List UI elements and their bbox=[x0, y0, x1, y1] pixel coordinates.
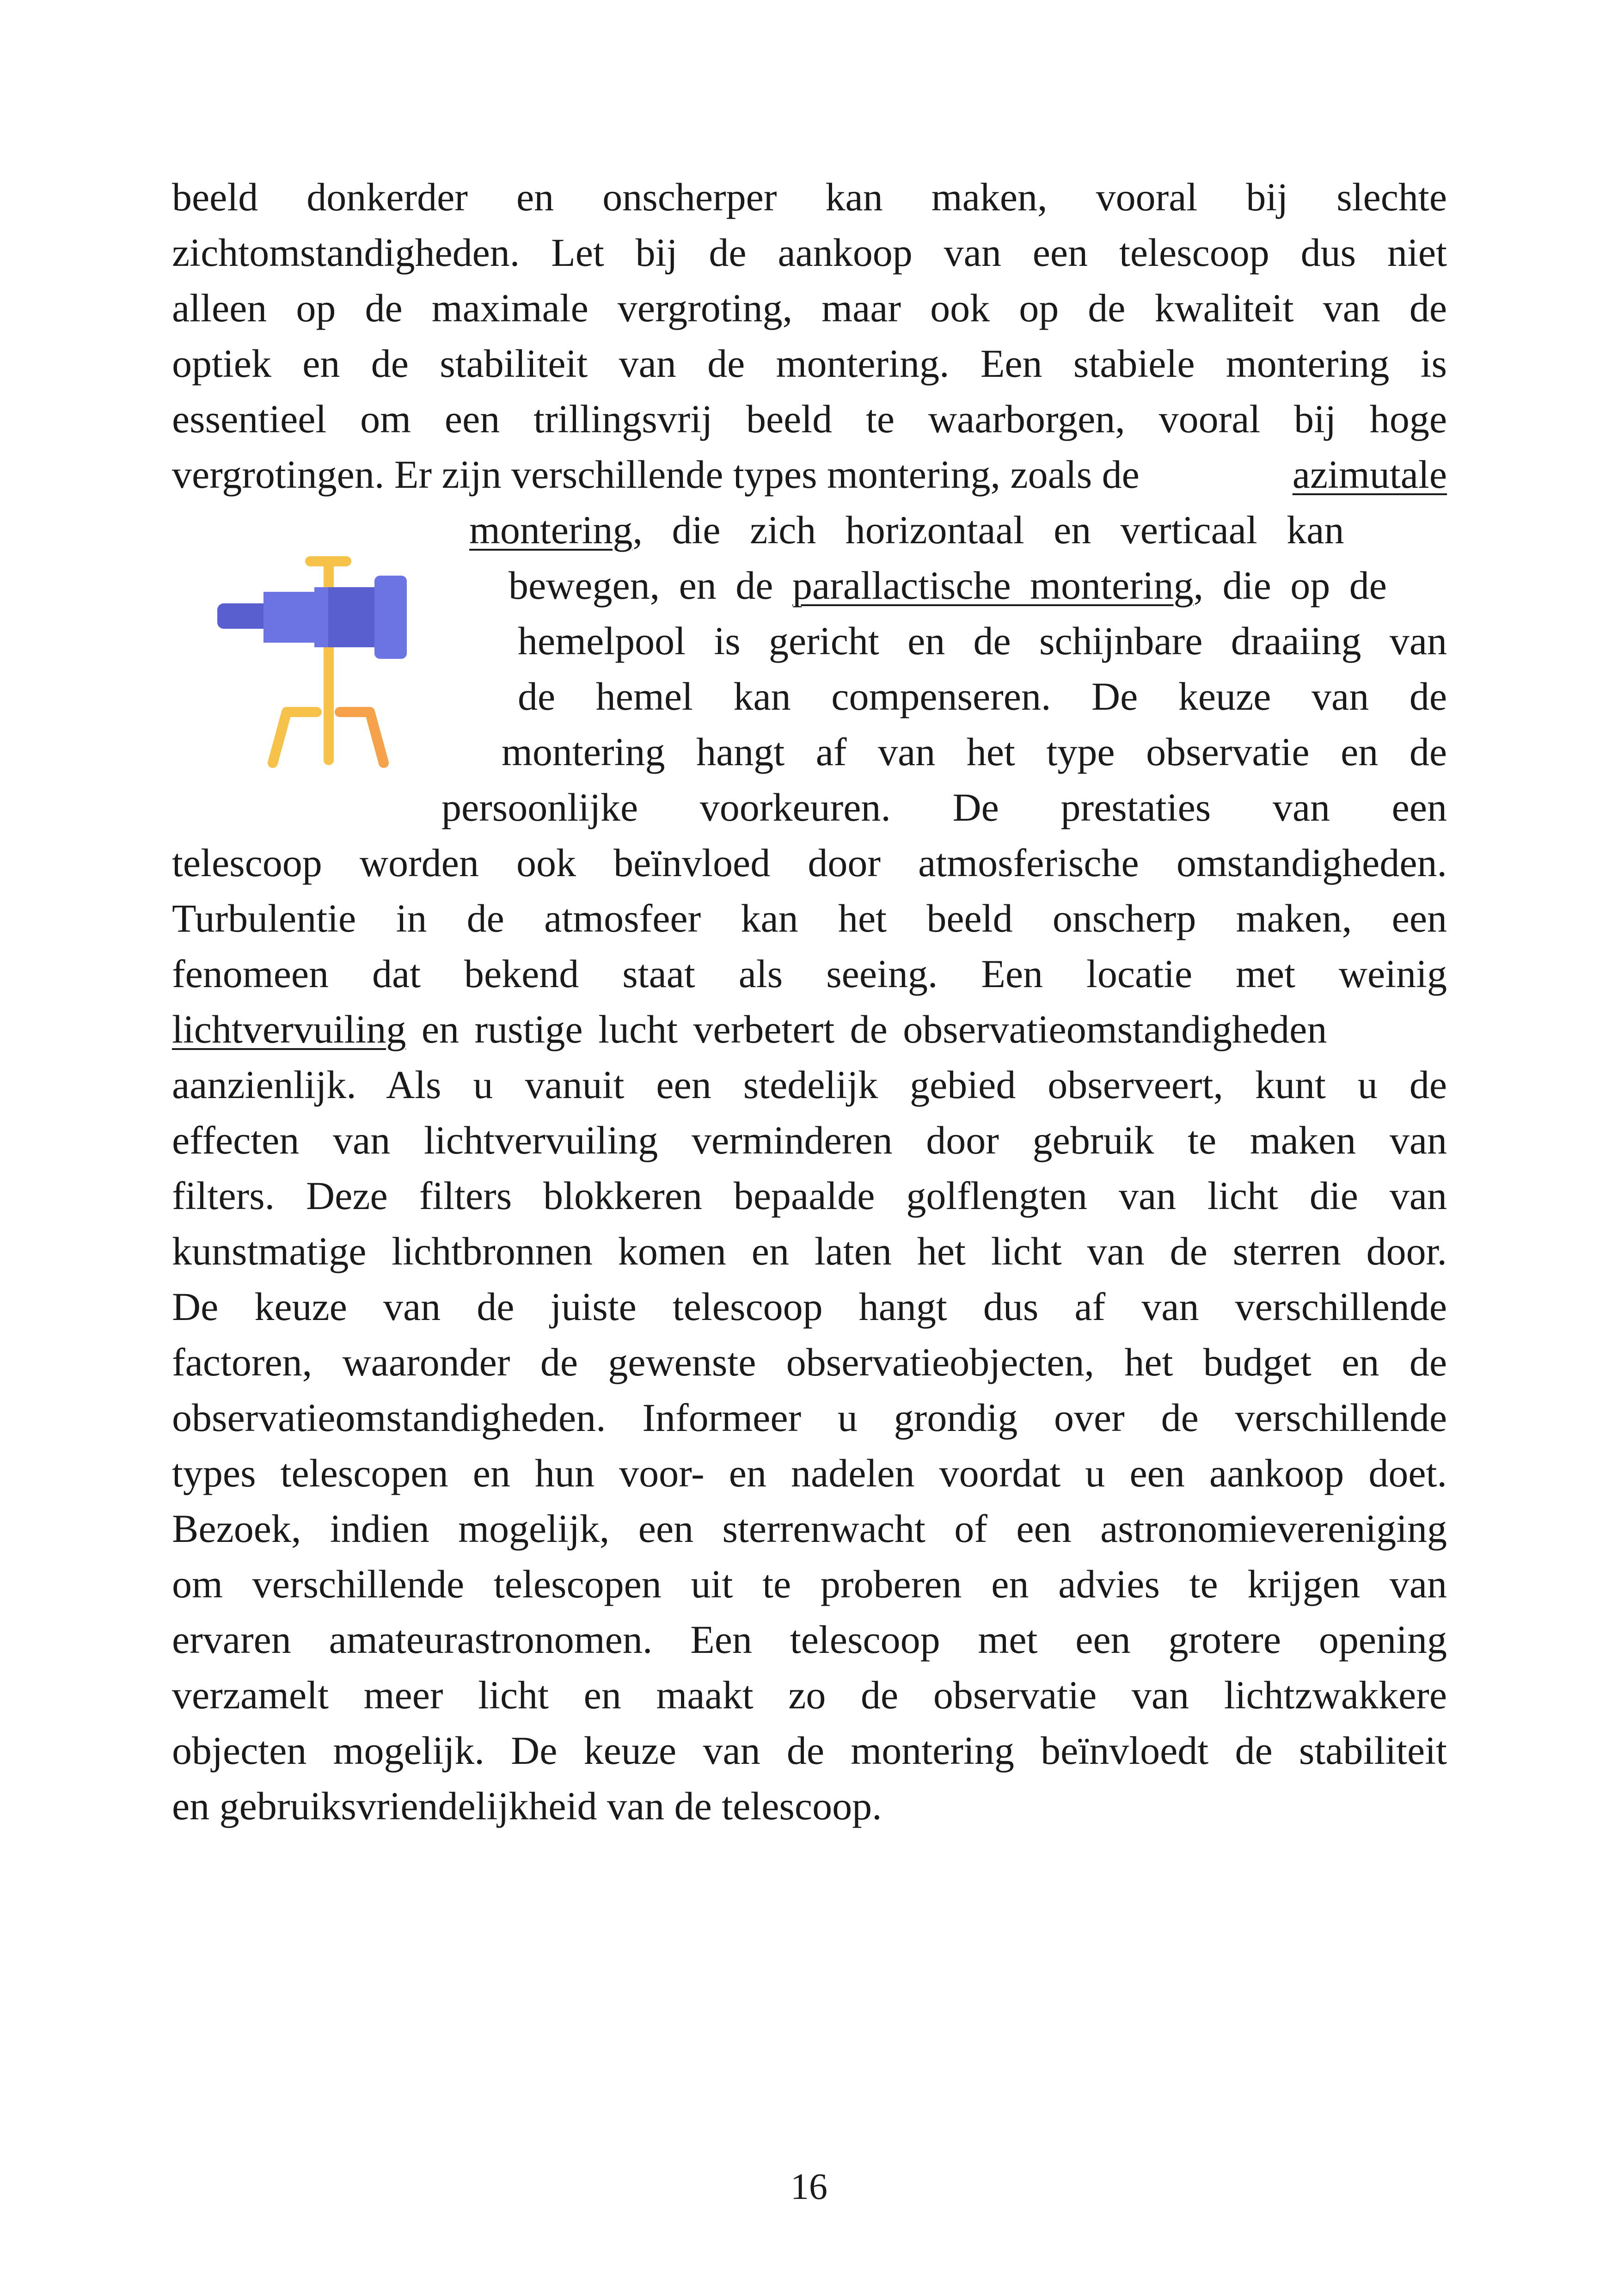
text-line: kunstmatige lichtbronnen komen en laten het licht van de sterren door. bbox=[172, 1229, 1447, 1273]
text-line: Bezoek, indien mogelijk, een sterrenwacht of een astronomievereniging bbox=[172, 1506, 1447, 1551]
link-parallactische-montering[interactable]: parallactische montering bbox=[792, 563, 1194, 608]
text-line bbox=[172, 1001, 1447, 1057]
text-line: persoonlijke voorkeuren. De prestaties van een bbox=[441, 785, 1447, 829]
page-number: 16 bbox=[791, 2167, 827, 2207]
text-line: de hemel kan compenseren. De keuze van de bbox=[518, 674, 1447, 718]
text-line: Turbulentie in de atmosfeer kan het beeld onscherp maken, een bbox=[172, 896, 1447, 940]
text-segment: , die zich horizontaal en verticaal kan bbox=[632, 508, 1344, 552]
text-line: types telescopen en hun voor- en nadelen voordat u een aankoop doet. bbox=[172, 1451, 1447, 1495]
text-segment: vergrotingen. Er zijn verschillende types montering, zoals de bbox=[172, 452, 1140, 497]
text-line: filters. Deze filters blokkeren bepaalde golflengten van licht die van bbox=[172, 1173, 1447, 1218]
text-line: montering hangt af van het type observatie en de bbox=[502, 730, 1447, 774]
text-segment: bewegen, en de bbox=[509, 563, 773, 608]
text-line: hemelpool is gericht en de schijnbare draaiing van bbox=[518, 619, 1447, 663]
text-line: en gebruiksvriendelijkheid van de telescoop. bbox=[172, 1784, 882, 1828]
text-segment: , die op de bbox=[1193, 563, 1387, 608]
text-line: objecten mogelijk. De keuze van de montering beïnvloedt de stabiliteit bbox=[172, 1728, 1447, 1773]
text-line bbox=[172, 447, 1447, 502]
text-line: fenomeen dat bekend staat als seeing. Een locatie met weinig bbox=[172, 952, 1447, 996]
text-line: om verschillende telescopen uit te proberen en advies te krijgen van bbox=[172, 1562, 1447, 1606]
text-line: optiek en de stabiliteit van de montering. Een stabiele montering is bbox=[172, 341, 1447, 386]
text-segment: en rustige lucht verbetert de observatieomstandigheden bbox=[406, 1007, 1327, 1051]
text-line: verzamelt meer licht en maakt zo de observatie van lichtzwakkere bbox=[172, 1673, 1447, 1717]
text-line: effecten van lichtvervuiling verminderen door gebruik te maken van bbox=[172, 1118, 1447, 1162]
text-line: beeld donkerder en onscherper kan maken, vooral bij slechte bbox=[172, 175, 1447, 219]
text-line bbox=[509, 558, 1447, 613]
telescope-icon bbox=[213, 553, 444, 784]
link-montering[interactable]: montering bbox=[469, 508, 633, 552]
text-line: telescoop worden ook beïnvloed door atmosferische omstandigheden. bbox=[172, 841, 1447, 885]
text-line: ervaren amateurastronomen. Een telescoop met een grotere opening bbox=[172, 1617, 1447, 1662]
text-line: zichtomstandigheden. Let bij de aankoop van een telescoop dus niet bbox=[172, 230, 1447, 275]
text-line: observatieomstandigheden. Informeer u grondig over de verschillende bbox=[172, 1395, 1447, 1440]
link-lichtvervuiling[interactable]: lichtvervuiling bbox=[172, 1007, 406, 1051]
text-line: aanzienlijk. Als u vanuit een stedelijk gebied observeert, kunt u de bbox=[172, 1062, 1447, 1107]
text-line: factoren, waaronder de gewenste observatieobjecten, het budget en de bbox=[172, 1340, 1447, 1384]
text-line: alleen op de maximale vergroting, maar ook op de kwaliteit van de bbox=[172, 286, 1447, 330]
text-line bbox=[469, 502, 1447, 558]
link-azimutale[interactable]: azimutale bbox=[1292, 452, 1447, 497]
text-line: essentieel om een trillingsvrij beeld te waarborgen, vooral bij hoge bbox=[172, 397, 1447, 441]
text-line: De keuze van de juiste telescoop hangt dus af van verschillende bbox=[172, 1284, 1447, 1329]
